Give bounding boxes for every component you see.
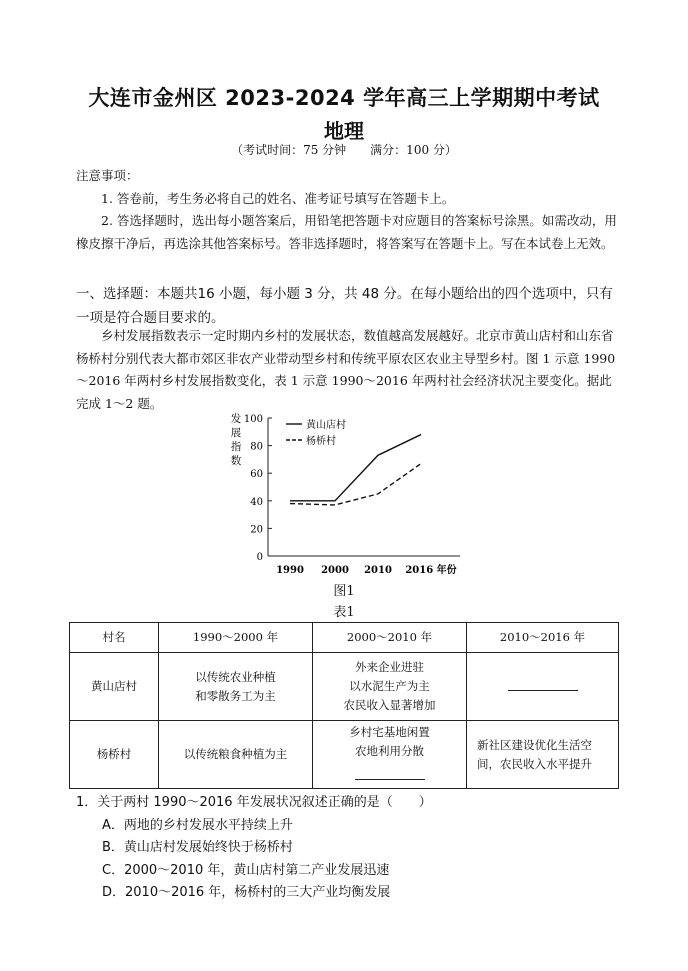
option-c[interactable]: C．2000～2010 年，黄山店村第二产业发展迅速: [102, 862, 390, 878]
x-tick-label: 2000: [321, 565, 349, 576]
notes-item: 1. 答卷前，考生务必将自己的姓名、准考证号填写在答题卡上。: [101, 190, 455, 206]
cell-line: 和零散务工为主: [195, 688, 276, 703]
notes-item: 2. 答选择题时，选出每小题答案后，用铅笔把答题卡对应题目的答案标号涂黑。如需改动，用橡皮擦干净后，再选涂其他答案标号。答非选择题时，将答案写在答题卡上。写在本试卷上无效。: [76, 213, 617, 251]
cell-line: 农地利用分散: [355, 744, 424, 758]
y-tick-label: 100: [243, 414, 263, 425]
intro-paragraph: 乡村发展指数表示一定时期内乡村的发展状态，数值越高发展越好。北京市黄山店村和山东省杨桥村分别代表大都市郊区非农产业带动型乡村和传统平原农区农业主导型乡村。图 1 示意 1990～2016 年两村乡村发展指数变化，表 1 示意 1990～2016 年两村社会经济状况主要变化。据此完成 1～2 题。: [76, 328, 616, 411]
y-tick-label: 80: [250, 441, 263, 453]
y-tick-label: 20: [250, 524, 263, 536]
subject-title: 地理: [324, 119, 364, 143]
x-tick-label: 1990: [276, 565, 304, 576]
y-tick-label: 60: [250, 469, 263, 481]
cell-line: 以水泥生产为主: [349, 679, 430, 693]
table-row: [70, 653, 619, 721]
option-b[interactable]: B．黄山店村发展始终快于杨桥村: [102, 840, 293, 855]
table-cell: [159, 653, 313, 721]
y-axis-label-char: 展: [230, 427, 242, 439]
cell-line: 外来企业进驻: [355, 660, 424, 674]
x-tick-label: 2010: [364, 565, 392, 576]
question-stem: 1．关于两村 1990～2016 年发展状况叙述正确的是（ ）: [76, 795, 432, 810]
table-cell-blank: [467, 653, 619, 721]
y-axis-label-char: 数: [230, 455, 242, 467]
y-axis-label-char: 发: [230, 413, 242, 425]
x-tick-label: 2016 年份: [405, 565, 457, 576]
table-cell-village: 杨桥村: [70, 721, 159, 789]
notes-block: [76, 165, 621, 255]
table-header-cell: 2010～2016 年: [467, 623, 619, 653]
table-cell: [467, 721, 619, 789]
exam-meta: （考试时间：75 分钟 满分：100 分）: [231, 143, 457, 157]
table-header-cell: 1990～2000 年: [159, 623, 313, 653]
table-1: [69, 622, 619, 789]
notes-heading: 注意事项：: [76, 168, 139, 183]
series-line-2: [290, 464, 421, 505]
line-chart: [190, 408, 490, 578]
answer-blank: [508, 676, 578, 691]
section-heading: 一、选择题：本题共16 小题，每小题 3 分，共 48 分。在每小题给出的四个选项中，只有一项是符合题目要求的。: [76, 286, 613, 326]
table-header-row: [70, 623, 619, 653]
table-caption: 表1: [333, 605, 355, 620]
table-cell: [313, 721, 467, 789]
figure-caption: 图1: [333, 584, 355, 599]
answer-blank: [355, 765, 425, 780]
option-d[interactable]: D．2010～2016 年，杨桥村的三大产业均衡发展: [102, 885, 391, 900]
y-tick-label: 40: [250, 496, 263, 508]
table-cell-village: 黄山店村: [70, 653, 159, 721]
y-tick-label: 0: [256, 552, 263, 563]
table-header-cell: 2000～2010 年: [313, 623, 467, 653]
table-row: [70, 721, 619, 789]
exam-title: 大连市金州区 2023-2024 学年高三上学期期中考试: [88, 86, 600, 110]
table-header-cell: 村名: [70, 623, 159, 653]
cell-line: 乡村宅基地闲置: [349, 725, 430, 739]
table-cell: [313, 653, 467, 721]
cell-line: 新社区建设优化生活空: [477, 737, 592, 752]
question-1: [76, 792, 621, 905]
option-a[interactable]: A．两地的乡村发展水平持续上升: [102, 817, 293, 833]
cell-line: 农民收入显著增加: [343, 698, 436, 712]
cell-line: 以传统农业种植: [195, 669, 276, 684]
y-axis-label-char: 指: [230, 441, 242, 453]
legend-label: 黄山店村: [306, 420, 346, 431]
cell-line: 间，农民收入水平提升: [477, 756, 592, 771]
table-cell: 以传统粮食种植为主: [159, 721, 313, 789]
legend-label: 杨桥村: [306, 436, 336, 447]
